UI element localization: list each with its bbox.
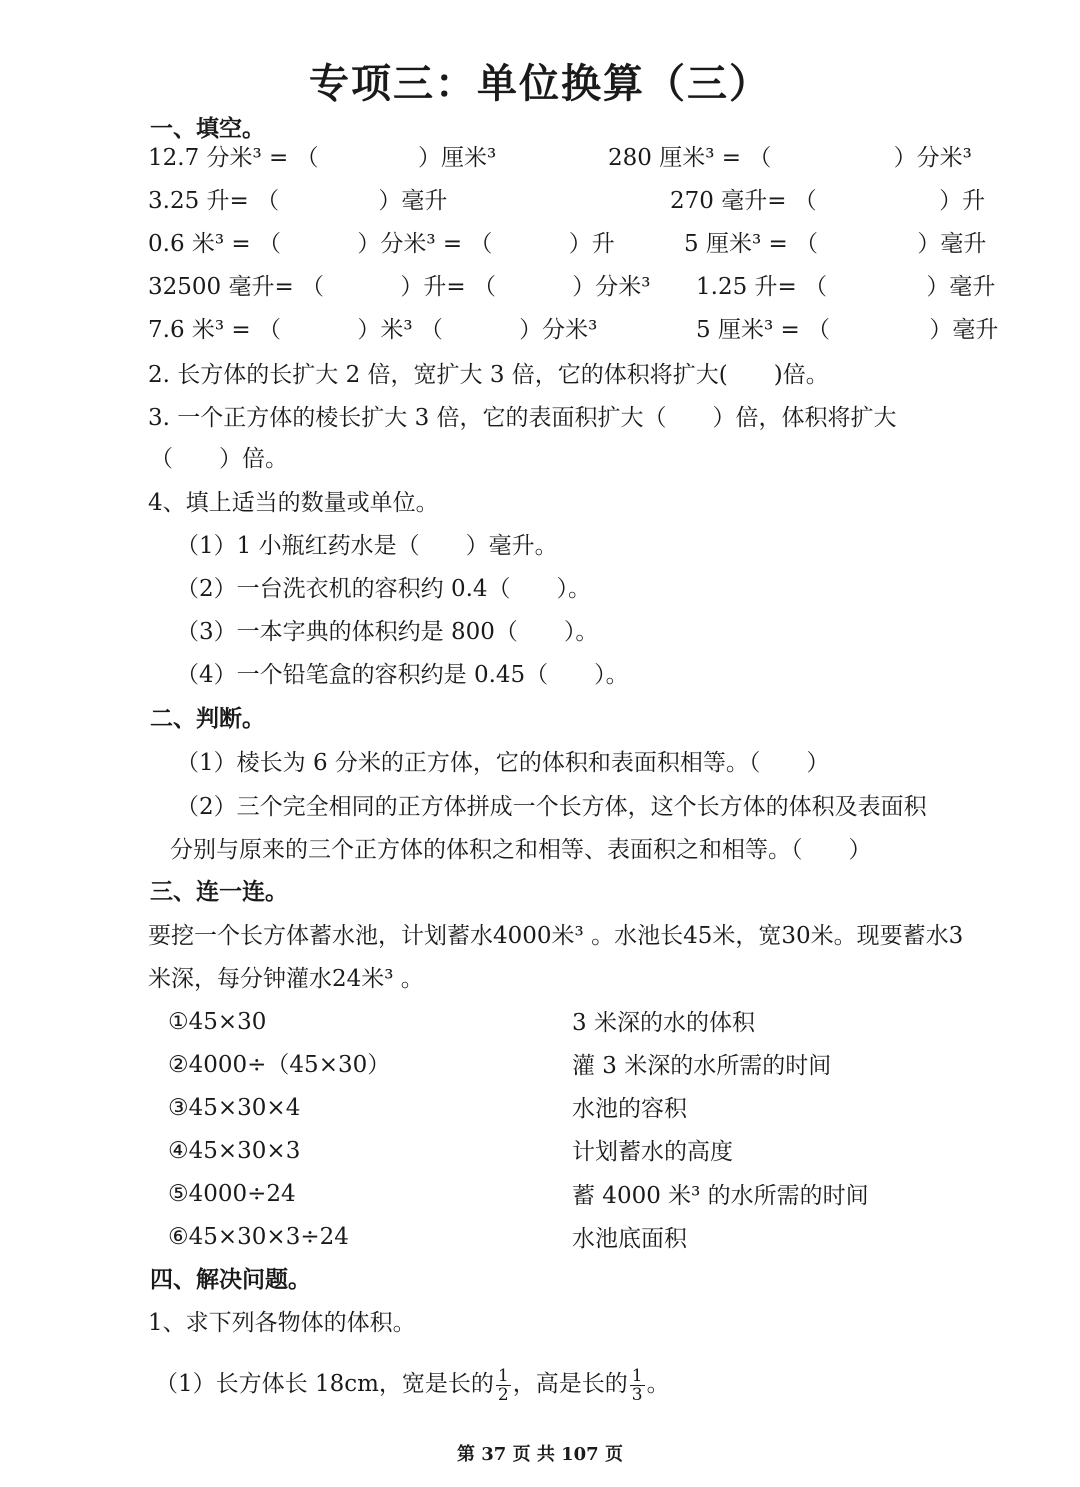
fill-row-5-right: 5 厘米³ = （ ）毫升 xyxy=(696,317,999,343)
problem-line-2: 米深，每分钟灌水24米³ 。 xyxy=(148,966,424,992)
solve-question-1: 1、求下列各物体的体积。 xyxy=(148,1310,416,1336)
fraction-denominator: 2 xyxy=(497,1384,509,1405)
question-3-line-2: （ ）倍。 xyxy=(150,446,288,472)
fraction-one-third xyxy=(630,1367,645,1404)
question-4: 4、填上适当的数量或单位。 xyxy=(148,490,439,516)
fill-row-4-left: 32500 毫升= （ ）升= （ ）分米³ xyxy=(148,274,651,300)
match-left-4: ④45×30×3 xyxy=(168,1138,301,1164)
section-4-heading: 四、解决问题。 xyxy=(150,1267,311,1293)
fraction-numerator: 1 xyxy=(631,1365,643,1386)
match-right-4: 计划蓄水的高度 xyxy=(572,1139,733,1165)
fill-row-5-left: 7.6 米³ = （ ）米³ （ ）分米³ xyxy=(148,317,598,343)
solve-question-1-item-1 xyxy=(155,1362,670,1406)
judge-item-1: （1）棱长为 6 分米的正方体，它的体积和表面积相等。（ ） xyxy=(176,750,830,776)
question-3-line-1: 3. 一个正方体的棱长扩大 3 倍，它的表面积扩大（ ）倍，体积将扩大 xyxy=(148,405,897,431)
match-left-5: ⑤4000÷24 xyxy=(168,1181,296,1207)
item-text-part-3: 。 xyxy=(646,1371,670,1397)
fill-row-4-right: 1.25 升= （ ）毫升 xyxy=(696,274,996,300)
question-4-item-2: （2）一台洗衣机的容积约 0.4（ ）。 xyxy=(176,576,592,602)
item-text-part-1: （1）长方体长 18cm，宽是长的 xyxy=(155,1371,494,1397)
fill-row-2-right: 270 毫升= （ ）升 xyxy=(670,188,986,214)
fraction-one-half xyxy=(496,1367,511,1404)
fill-row-3-right: 5 厘米³ = （ ）毫升 xyxy=(684,231,987,257)
judge-item-2-line-1: （2）三个完全相同的正方体拼成一个长方体，这个长方体的体积及表面积 xyxy=(176,794,927,820)
fraction-numerator: 1 xyxy=(497,1365,509,1386)
match-right-2: 灌 3 米深的水所需的时间 xyxy=(572,1053,832,1079)
question-2: 2. 长方体的长扩大 2 倍，宽扩大 3 倍，它的体积将扩大( )倍。 xyxy=(148,362,829,388)
item-text-part-2: ，高是长的 xyxy=(512,1371,628,1397)
match-right-3: 水池的容积 xyxy=(572,1096,687,1122)
problem-line-1: 要挖一个长方体蓄水池，计划蓄水4000米³ 。水池长45米，宽30米。现要蓄水3 xyxy=(148,923,964,949)
match-left-3: ③45×30×4 xyxy=(168,1095,301,1121)
question-4-item-4: （4）一个铅笔盒的容积约是 0.45（ ）。 xyxy=(176,662,629,688)
fill-row-2-left: 3.25 升= （ ）毫升 xyxy=(148,188,448,214)
section-2-heading: 二、判断。 xyxy=(150,706,265,732)
match-right-1: 3 米深的水的体积 xyxy=(572,1010,755,1036)
fill-row-1-left: 12.7 分米³ = （ ）厘米³ xyxy=(148,145,497,171)
match-right-5: 蓄 4000 米³ 的水所需的时间 xyxy=(572,1183,869,1209)
fill-row-1-right: 280 厘米³ = （ ）分米³ xyxy=(608,145,972,171)
judge-item-2-line-2: 分别与原来的三个正方体的体积之和相等、表面积之和相等。（ ） xyxy=(170,837,872,863)
match-left-1: ①45×30 xyxy=(168,1009,267,1035)
question-4-item-1: （1）1 小瓶红药水是（ ）毫升。 xyxy=(176,533,558,559)
match-left-6: ⑥45×30×3÷24 xyxy=(168,1224,349,1250)
match-left-2: ②4000÷（45×30） xyxy=(168,1052,391,1078)
fraction-denominator: 3 xyxy=(631,1384,643,1405)
match-right-6: 水池底面积 xyxy=(572,1226,687,1252)
page-footer: 第 37 页 共 107 页 xyxy=(457,1444,623,1465)
page-title: 专项三：单位换算（三） xyxy=(309,61,771,107)
section-1-heading: 一、填空。 xyxy=(150,116,265,142)
fill-row-3-left: 0.6 米³ = （ ）分米³ = （ ）升 xyxy=(148,231,615,257)
question-4-item-3: （3）一本字典的体积约是 800（ ）。 xyxy=(176,619,599,645)
section-3-heading: 三、连一连。 xyxy=(150,879,288,905)
